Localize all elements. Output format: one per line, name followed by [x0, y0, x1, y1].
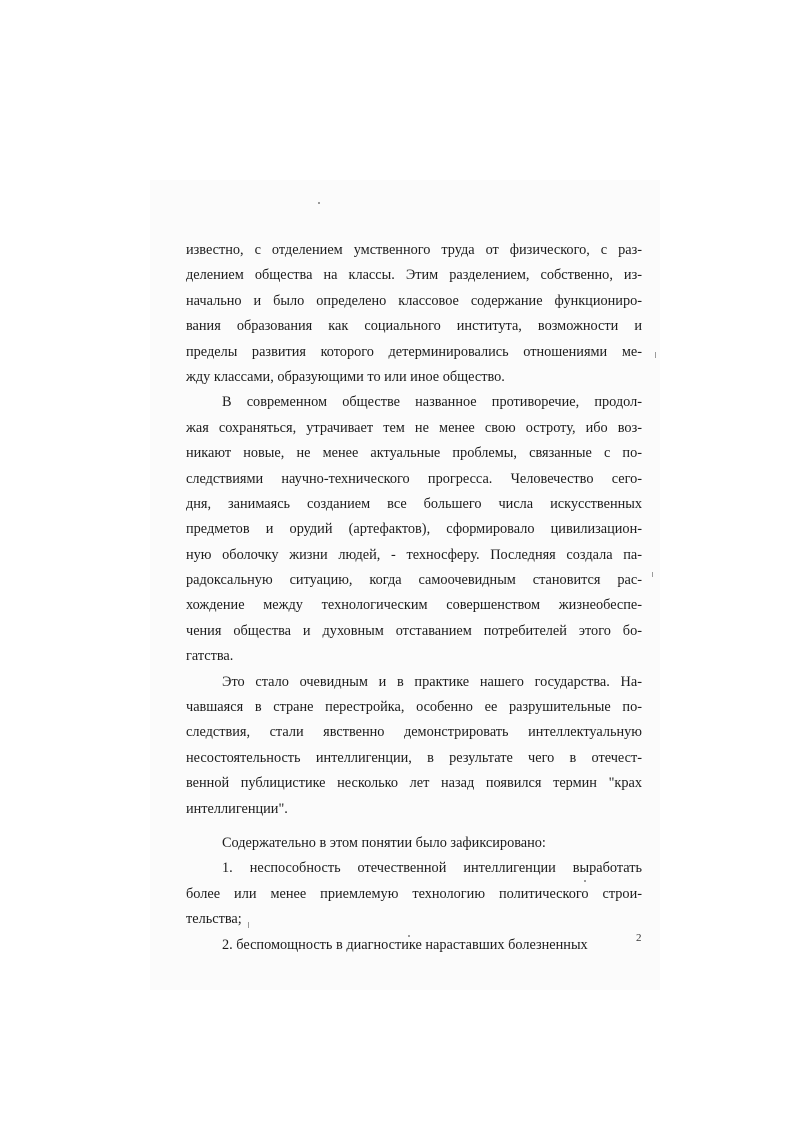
text-line: В современном обществе названное противоречие, продол-	[222, 394, 642, 411]
text-line: 2. беспомощность в диагностике нараставших болезненных	[222, 936, 588, 953]
body-text	[186, 238, 642, 958]
text-line: гатства.	[186, 648, 234, 665]
text-line: дня, занимаясь созданием все большего числа искусственных	[186, 495, 642, 512]
text-line: пределы развития которого детерминировались отношениями ме-	[186, 343, 642, 360]
paragraph	[186, 390, 642, 669]
text-line: радоксальную ситуацию, когда самоочевидным становится рас-	[186, 572, 642, 589]
paragraph-gap	[186, 822, 642, 831]
scan-speck	[248, 922, 249, 928]
text-line: начально и было определено классовое содержание функциониро-	[186, 292, 642, 309]
text-line: Это стало очевидным и в практике нашего государства. На-	[222, 673, 642, 690]
text-line: предметов и орудий (артефактов), сформировало цивилизацион-	[186, 521, 642, 538]
page-number: 2	[636, 932, 642, 944]
scan-speck	[408, 935, 410, 937]
text-line: следствиями научно-технического прогресса. Человечество сего-	[186, 470, 642, 487]
text-line: интеллигенции".	[186, 800, 288, 817]
text-line: венной публицистике несколько лет назад появился термин "крах	[186, 775, 642, 792]
scan-speck	[584, 880, 586, 882]
paragraph	[186, 933, 642, 958]
text-line: следствия, стали явственно демонстрировать интеллектуальную	[186, 724, 642, 741]
text-line: делением общества на классы. Этим разделением, собственно, из-	[186, 267, 642, 284]
text-line: жду классами, образующими то или иное общество.	[186, 368, 505, 385]
text-line: чавшаяся в стране перестройка, особенно ее разрушительные по-	[186, 699, 642, 716]
scan-speck	[318, 202, 320, 204]
text-line: никают новые, не менее актуальные проблемы, связанные с по-	[186, 445, 642, 462]
text-line: хождение между технологическим совершенством жизнеобеспе-	[186, 597, 642, 614]
paragraph	[186, 831, 642, 856]
text-line: ную оболочку жизни людей, - техносферу. Последняя создала па-	[186, 546, 642, 563]
text-line: известно, с отделением умственного труда от физического, с раз-	[186, 242, 642, 258]
text-line: вания образования как социального института, возможности и	[186, 318, 642, 335]
paragraph	[186, 670, 642, 822]
text-line: чения общества и духовным отставанием потребителей этого бо-	[186, 622, 642, 639]
text-line: Содержательно в этом понятии было зафиксировано:	[222, 834, 546, 851]
scan-speck	[655, 352, 656, 358]
text-line: тельства;	[186, 911, 242, 928]
paragraph	[186, 238, 642, 390]
scan-speck	[652, 572, 653, 577]
text-line: несостоятельность интеллигенции, в результате чего в отечест-	[186, 749, 642, 766]
text-line: более или менее приемлемую технологию политического строи-	[186, 885, 642, 902]
text-line: жая сохраняться, утрачивает тем не менее свою остроту, ибо воз-	[186, 419, 642, 436]
paragraph	[186, 856, 642, 932]
text-line: 1. неспособность отечественной интеллигенции выработать	[222, 860, 642, 877]
